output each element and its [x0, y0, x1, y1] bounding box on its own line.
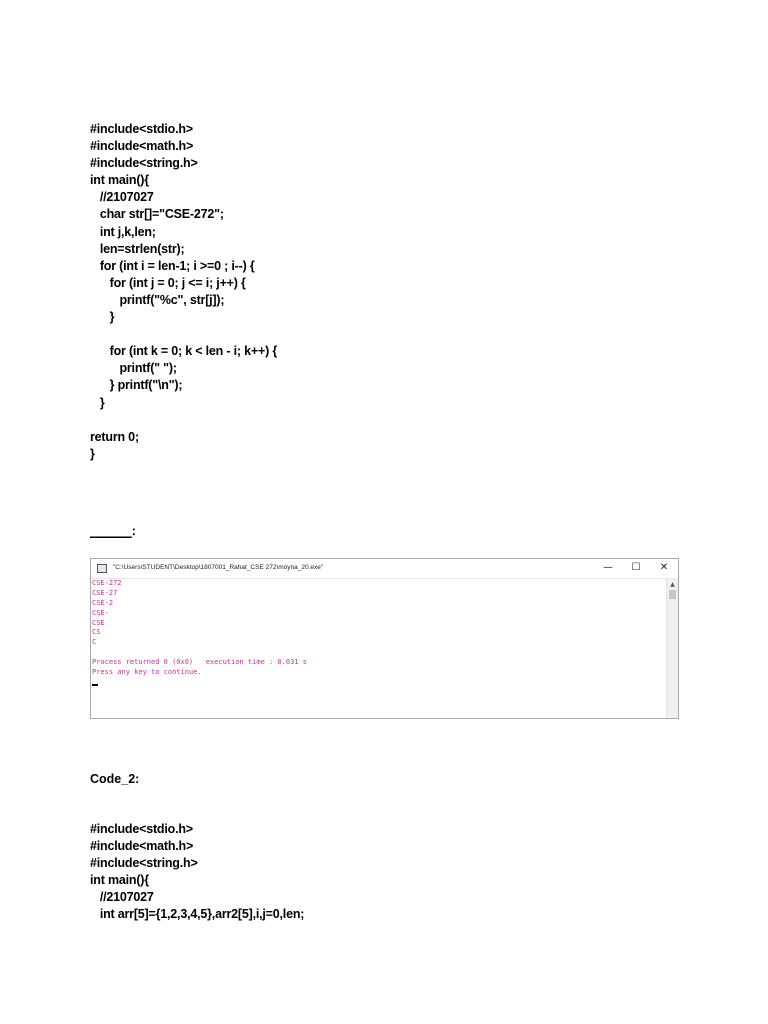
console-output[interactable]: [91, 578, 666, 718]
console-title: "C:\Users\STUDENT\Desktop\1807001_Rahat_CSE 272\moyna_20.exe": [113, 564, 324, 571]
code-line: //2107027: [90, 190, 154, 205]
output-label: [90, 523, 136, 540]
console-titlebar[interactable]: [91, 559, 678, 579]
code-line: for (int k = 0; k < len - i; k++) {: [90, 344, 277, 359]
console-line: Process returned 0 (0x0) execution time : 0.031 s: [92, 658, 307, 667]
output-label-colon: :: [131, 524, 136, 538]
code-line: int arr[5]={1,2,3,4,5},arr2[5],i,j=0,len;: [90, 907, 305, 922]
console-line: CSE-272: [92, 579, 122, 587]
code-line: #include<math.h>: [90, 139, 194, 154]
code-line: [90, 326, 277, 343]
code-block-1: [90, 121, 277, 463]
close-button[interactable]: ✕: [659, 562, 669, 573]
console-line: CSE-2: [92, 598, 114, 607]
console-line: CSE-: [92, 608, 109, 617]
console-line: C: [92, 638, 97, 647]
console-scrollbar[interactable]: [666, 578, 678, 718]
code-line: #include<math.h>: [90, 839, 194, 854]
console-line: CSE-27: [92, 588, 118, 597]
output-label-blank: ______: [90, 524, 132, 538]
code-line: printf(" ");: [90, 361, 177, 376]
code-line: } printf("\n");: [90, 378, 183, 393]
console-line: CS: [92, 628, 101, 637]
scrollbar-thumb[interactable]: [669, 590, 676, 599]
code-line: }: [90, 446, 95, 461]
code-line: #include<string.h>: [90, 156, 198, 171]
console-line: [92, 648, 666, 658]
code-line: return 0;: [90, 429, 139, 444]
code-line: #include<string.h>: [90, 856, 198, 871]
maximize-button[interactable]: ☐: [631, 562, 641, 573]
code-line: [90, 412, 277, 429]
code-line: printf("%c", str[j]);: [90, 292, 225, 307]
code-line: char str[]="CSE-272";: [90, 207, 224, 222]
console-line: Press any key to continue.: [92, 668, 202, 677]
code-line: for (int i = len-1; i >=0 ; i--) {: [90, 258, 255, 273]
code-line: int j,k,len;: [90, 224, 156, 239]
code-line: #include<stdio.h>: [90, 822, 193, 836]
console-app-icon: [97, 564, 107, 573]
code-line: //2107027: [90, 890, 154, 905]
code-line: #include<stdio.h>: [90, 122, 193, 136]
console-cursor: [92, 684, 98, 686]
minimize-button[interactable]: —: [603, 562, 613, 573]
scroll-up-arrow-icon[interactable]: ▲: [670, 581, 675, 588]
code-line: len=strlen(str);: [90, 241, 185, 256]
code-2-heading: Code_2:: [90, 772, 140, 786]
console-line: CSE: [92, 618, 105, 627]
code-line: }: [90, 395, 105, 410]
code-line: int main(){: [90, 173, 149, 188]
code-line: for (int j = 0; j <= i; j++) {: [90, 275, 246, 290]
code-line: int main(){: [90, 873, 149, 888]
console-window: [90, 558, 679, 719]
code-line: }: [90, 310, 115, 325]
code-block-2: [90, 821, 304, 924]
